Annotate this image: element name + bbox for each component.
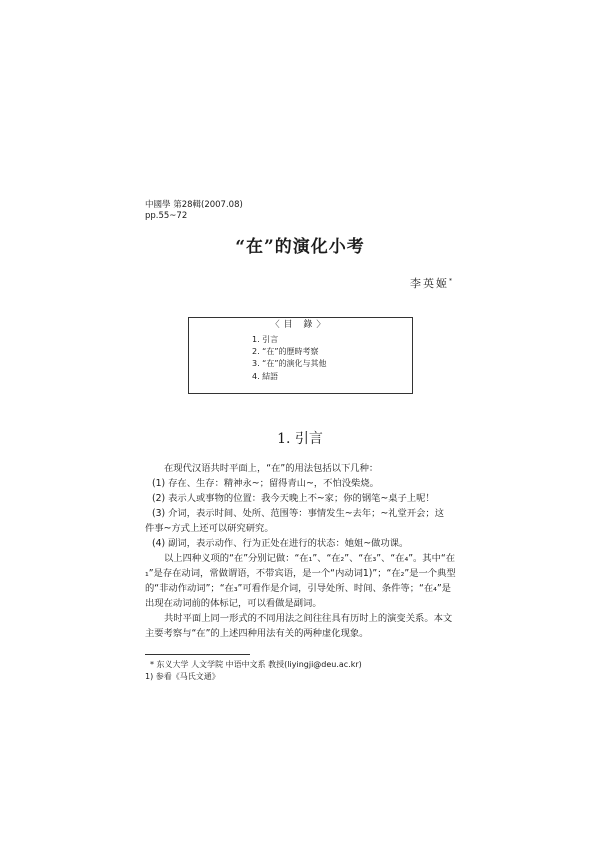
toc-heading: 〈目 錄〉 <box>0 312 600 331</box>
body-line: 主要考察与“在”的上述四种用法有关的两种虚化现象。 <box>145 628 369 639</box>
journal-issue: 中國學 第28輯(2007.08) <box>145 200 243 210</box>
author-name: 李英姬* <box>410 277 454 290</box>
page-title: “在”的演化小考 <box>235 237 365 257</box>
footnote-divider <box>145 654 250 655</box>
body-line: (2) 表示人或事物的位置：我今天晚上不~家；你的钢笔~桌子上呢！ <box>152 493 435 504</box>
footnote-1: 1) 参看《马氏文通》 <box>145 672 220 681</box>
toc-item: 2. “在”的歷時考察 <box>252 347 319 356</box>
toc-item: 4. 結語 <box>252 372 279 381</box>
body-line: (3) 介词，表示时间、处所、范围等：事情发生~去年；~礼堂开会；这 <box>152 508 445 519</box>
body-line: 以上四种义项的“在”分别记做：“在₁”、“在₂”、“在₃”、“在₄”。其中“在 <box>164 553 456 564</box>
body-line: 共时平面上同一形式的不同用法之间往往具有历时上的演变关系。本文 <box>164 613 453 624</box>
body-line: (4) 副词，表示动作、行为正处在进行的状态：她姐~做功课。 <box>152 538 409 549</box>
toc-item: 1. 引言 <box>252 335 279 344</box>
body-line: ₁”是存在动词，常做谓语，不带宾语，是一个“内动词1)”；“在₂”是一个典型 <box>145 568 456 579</box>
page-range: pp.55~72 <box>145 211 188 221</box>
body-line: 的“非动作动词”；“在₃”可看作是介词，引导处所、时间、条件等；“在₄”是 <box>145 583 451 594</box>
footnote-author-affiliation: * 东义大学 人文学院 中语中文系 教授(liyingji@deu.ac.kr) <box>150 660 362 669</box>
body-line: (1) 存在、生存：精神永~；留得青山~，不怕没柴烧。 <box>152 478 379 489</box>
body-line: 件事~方式上还可以研究研究。 <box>145 523 274 534</box>
toc-item: 3. “在”的演化与其他 <box>252 359 327 368</box>
body-line: 出现在动词前的体标记，可以看做是副词。 <box>145 598 322 609</box>
body-line: 在现代汉语共时平面上，“在”的用法包括以下几种： <box>164 463 379 474</box>
section-heading-introduction: 1. 引言 <box>277 431 323 447</box>
